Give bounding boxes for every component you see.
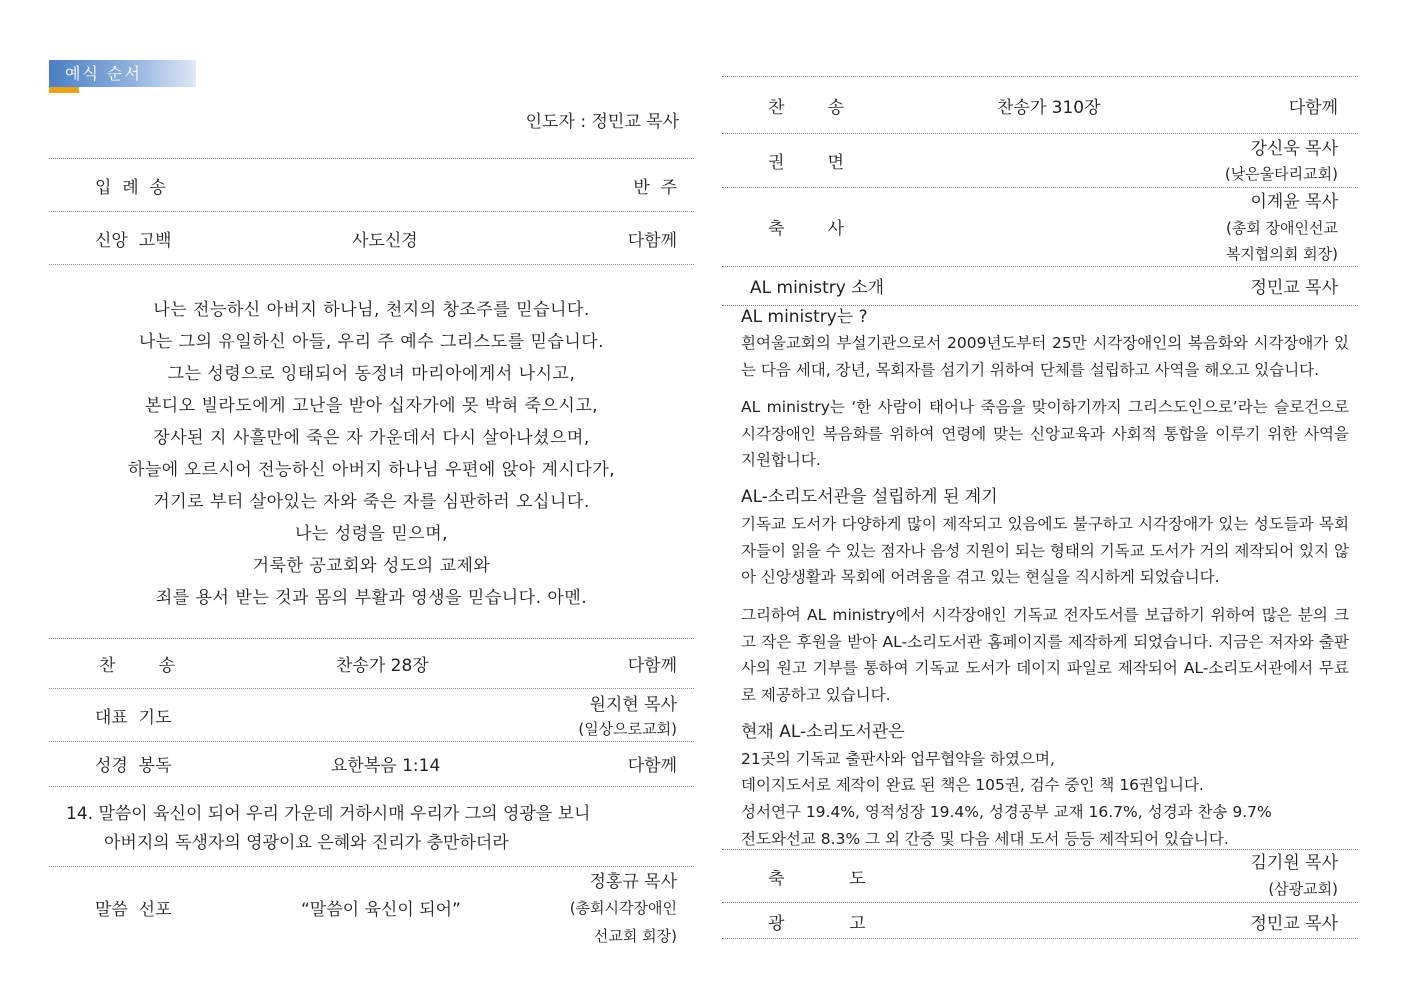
row-hymn-2 [722,92,1358,118]
divider [49,211,694,212]
ministry-stat-line: 성서연구 19.4%, 영적성장 19.4%, 성경공부 교재 16.7%, 성경과 찬송 9.7% [741,803,1272,821]
scripture-verse [66,800,688,858]
row-performer: 정민교 목사 [1250,277,1338,298]
row-blessing [722,848,1358,900]
row-content: 찬송가 310장 [997,97,1101,118]
row-performer: 김기원 목사 [1250,853,1338,873]
divider [49,741,694,742]
row-performer-church: (일상으로교회) [578,720,677,738]
row-label: 찬 송 [768,97,845,118]
row-label: 대표 기도 [95,708,172,728]
creed-line: 장사된 지 사흘만에 죽은 자 가운데서 다시 살아나셨으며, [153,428,590,448]
row-label: 축 도 [768,869,866,889]
divider [722,902,1358,903]
ministry-paragraph: 흰여울교회의 부설기관으로서 2009년도부터 25만 시각장애인의 복음화와 시각장애가 있는 다음 세대, 장년, 목회자를 섬기기 위하여 단체를 설립하고 사역을 해오고 있습니다. [741,334,1349,379]
row-label: 말씀 선포 [95,900,172,920]
ministry-paragraph: 기독교 도서가 다양하게 많이 제작되고 있음에도 불구하고 시각장애가 있는 성도들과 목회자들이 읽을 수 있는 점자나 음성 지원이 되는 형태의 기독교 도서가 거의 제작되어 있지 않아 신앙생활과 목회에 어려움을 겪고 있는 현실을 직시하게 되었습니다. [741,515,1350,586]
ministry-stat-line: 데이지도서로 제작이 완료 된 책은 105권, 검수 중인 책 16권입니다. [741,776,1204,794]
row-performer-church: (삼광교회) [1268,880,1338,898]
row-performer: 원지현 목사 [589,695,677,715]
ministry-paragraph: AL ministry는 ‘한 사람이 태어나 죽음을 맞이하기까지 그리스도인으로’라는 슬로건으로 시각장애인 복음화를 위하여 연령에 맞는 신앙교육과 사회적 통합을 이루기 위한 사역을 지원합니다. [741,398,1349,469]
row-reading [49,750,694,776]
row-label: 입 례 송 [95,177,166,198]
divider [49,688,694,689]
creed-line: 나는 전능하신 아버지 하나님, 천지의 창조주를 믿습니다. [153,300,590,320]
verse-line: 14. 말씀이 육신이 되어 우리 가운데 거하시매 우리가 그의 영광을 보니 [66,804,591,824]
ministry-question: AL ministry는 ? [741,307,868,327]
row-prayer [49,690,694,740]
row-confession [49,225,694,251]
row-congrats [722,186,1358,266]
creed-line: 죄를 용서 받는 것과 몸의 부활과 영생을 믿습니다. 아멘. [155,588,588,608]
ministry-stat-line: 21곳의 기독교 출판사와 업무협약을 하였으며, [741,750,1055,768]
creed-line: 그는 성령으로 잉태되어 동정녀 마리아에게서 나시고, [167,364,576,384]
section-tag: 예식 순서 [49,60,196,87]
creed-line: 나는 그의 유일하신 아들, 우리 주 예수 그리스도를 믿습니다. [138,332,605,352]
creed-line: 나는 성령을 믿으며, [294,524,449,544]
row-content: 찬송가 28장 [336,655,429,676]
row-content: “말씀이 육신이 되어” [301,900,461,920]
creed-line: 하늘에 오르시어 전능하신 아버지 하나님 우편에 앉아 계시다가, [127,460,616,480]
row-performer-church: (총회시각장애인 [569,899,677,917]
row-performer-church: 선교회 회장) [593,927,677,945]
divider [49,264,694,265]
divider [722,266,1358,267]
row-notice [722,908,1358,934]
verse-line: 아버지의 독생자의 영광이요 은혜와 진리가 충만하더라 [104,833,509,853]
divider [722,938,1358,939]
ministry-paragraph: 그리하여 AL ministry에서 시각장애인 기독교 전자도서를 보급하기 위하여 많은 분의 크고 작은 후원을 받아 AL-소리도서관 홈페이지를 제작하게 되었습니다. 지금은 저자와 출판사의 원고 기부를 통하여 기독교 도서가 데이지 파일로 제작되어 AL-소리도서관에서 무료로 제공하고 있습니다. [741,606,1349,704]
row-label: 성경 봉독 [95,755,172,776]
section-tag-accent [49,87,79,93]
row-performer: 다함께 [1288,97,1338,118]
row-sermon [49,866,694,948]
row-performer: 반 주 [633,177,677,198]
divider [722,76,1358,77]
row-performer: 다함께 [627,755,677,776]
row-entrance [49,172,694,198]
apostles-creed [49,294,694,614]
row-label: 신앙 고백 [95,230,172,251]
creed-line: 거기로 부터 살아있는 자와 죽은 자를 심판하러 오십니다. [153,492,590,512]
row-performer: 다함께 [627,230,677,251]
row-label: AL ministry 소개 [750,277,885,298]
row-content: 사도신경 [352,230,418,251]
row-performer: 정홍규 목사 [589,872,677,892]
ministry-subheading: AL-소리도서관을 설립하게 된 계기 [741,487,998,507]
row-performer: 다함께 [627,655,677,676]
leader-line: 인도자 : 정민교 목사 [525,112,679,132]
row-content: 요한복음 1:14 [331,755,441,776]
row-label: 권 면 [768,153,845,173]
row-performer-church: (총회 장애인선교 [1225,219,1338,237]
row-performer: 강신욱 목사 [1250,139,1338,159]
row-performer-church: (낮은울타리교회) [1224,165,1338,183]
ministry-stat-line: 전도와선교 8.3% 그 외 간증 및 다음 세대 도서 등등 제작되어 있습니다. [741,830,1229,848]
divider [49,638,694,639]
row-label: 찬 송 [99,655,176,676]
ministry-subheading: 현재 AL-소리도서관은 [741,722,905,742]
row-performer-church: 복지협의회 회장) [1225,245,1338,263]
row-performer: 이계윤 목사 [1250,192,1338,212]
row-hymn [49,650,694,676]
divider [49,786,694,787]
creed-line: 본디오 빌라도에게 고난을 받아 십자가에 못 박혀 죽으시고, [144,396,599,416]
row-performer: 정민교 목사 [1250,913,1338,934]
divider [49,158,694,159]
row-ministry-intro [722,272,1358,298]
row-label: 광 고 [768,913,866,934]
row-exhort [722,134,1358,186]
row-label: 축 사 [768,219,845,239]
creed-line: 거룩한 공교회와 성도의 교제와 [252,556,491,576]
